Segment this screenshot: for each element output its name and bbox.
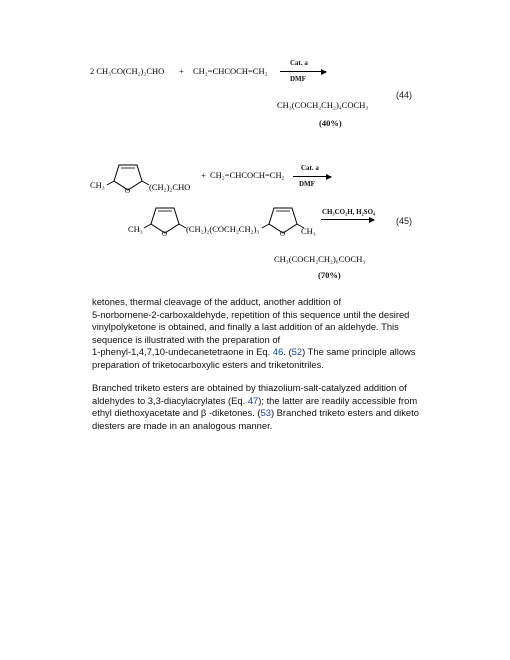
- paragraph-line: preparation of triketocarboxylic esters and triketonitriles.: [92, 358, 324, 370]
- reference-52-link[interactable]: 52: [291, 346, 303, 358]
- eq45-int-chain: (CH₂)₂(COCH₂CH₂)₃: [186, 224, 260, 234]
- paragraph-line: diesters are made in an analogous manner.: [92, 419, 273, 431]
- body-paragraph-1: [92, 296, 422, 372]
- paragraph-line: [92, 407, 422, 420]
- eq44-plus: +: [179, 66, 184, 76]
- paragraph-line: ketones, thermal cleavage of the adduct, another addition of: [92, 296, 342, 307]
- paragraph-line: sequence is illustrated with the preparation of: [92, 333, 281, 345]
- paragraph-line: vinylpolyketone is obtained, and finally a last addition of an aldehyde. This: [92, 321, 399, 333]
- equation-46-link[interactable]: 46: [272, 346, 284, 358]
- eq44-arrow: [280, 71, 326, 72]
- text-span: ); the latter are readily accessible from: [258, 394, 418, 406]
- text-span: aldehydes to 3,3-diacylacrylates (Eq.: [92, 394, 248, 406]
- eq45-arrow2: [321, 219, 374, 220]
- eq45-reagent: CH₂=CHCOCH=CH₂: [210, 170, 285, 180]
- eq45-number: (45): [396, 216, 413, 226]
- eq44-reactant1: 2 CH₃CO(CH₂)₂CHO: [90, 66, 165, 76]
- eq44-solvent: DMF: [290, 75, 306, 83]
- eq44-catalyst: Cat. a: [290, 59, 308, 67]
- eq45-product: CH₃(COCH₂CH₂)₆COCH₃: [274, 254, 366, 264]
- paragraph-line: [92, 346, 422, 359]
- eq45-int-ch3-right: CH₃: [301, 226, 316, 236]
- text-span: 1-phenyl-1,4,7,10-undecanetetraone in Eq.: [92, 346, 273, 358]
- eq45-int-ring-o-right: O: [280, 230, 286, 238]
- eq45-int-ch3-left: CH₃: [128, 224, 143, 234]
- eq45-catalyst: Cat. a: [301, 164, 319, 172]
- eq45-chain-cho: (CH₂)₂CHO: [149, 182, 191, 192]
- reference-53-link[interactable]: 53: [260, 407, 271, 419]
- eq44-product: CH₃(COCH₂CH₂)₄COCH₃: [277, 100, 369, 110]
- eq45-step2-reagents: CH₃CO₂H, H₂SO₄: [322, 208, 376, 216]
- body-paragraph-2: [92, 382, 422, 432]
- paragraph-line: Branched triketo esters are obtained by thiazolium-salt-catalyzed addition of: [92, 382, 407, 393]
- eq44-yield: (40%): [319, 118, 342, 128]
- eq44-number: (44): [396, 90, 413, 100]
- eq45-arrow1: [293, 176, 331, 177]
- paragraph-line: 5-norbornene-2-carboxaldehyde, repetition of this sequence until the desired: [92, 308, 410, 320]
- paragraph-line: [92, 395, 422, 408]
- equation-47-link[interactable]: 47: [247, 394, 259, 406]
- eq45-ring-o: O: [125, 187, 131, 195]
- eq45-int-ring-o-left: O: [162, 230, 168, 238]
- text-span: ) The same principle allows: [302, 346, 416, 358]
- eq45-yield: (70%): [318, 270, 341, 280]
- eq44-reactant2: CH₂=CHCOCH=CH₂: [193, 66, 268, 76]
- eq45-plus: +: [201, 170, 206, 180]
- text-span: ) Branched triketo esters and diketo: [270, 407, 419, 419]
- text-span: ethyl diethoxyacetate and β -diketones. (: [92, 407, 261, 419]
- eq45-solvent: DMF: [299, 180, 315, 188]
- eq45-ch3-left: CH₃: [90, 180, 105, 190]
- text-span: . (: [283, 346, 292, 358]
